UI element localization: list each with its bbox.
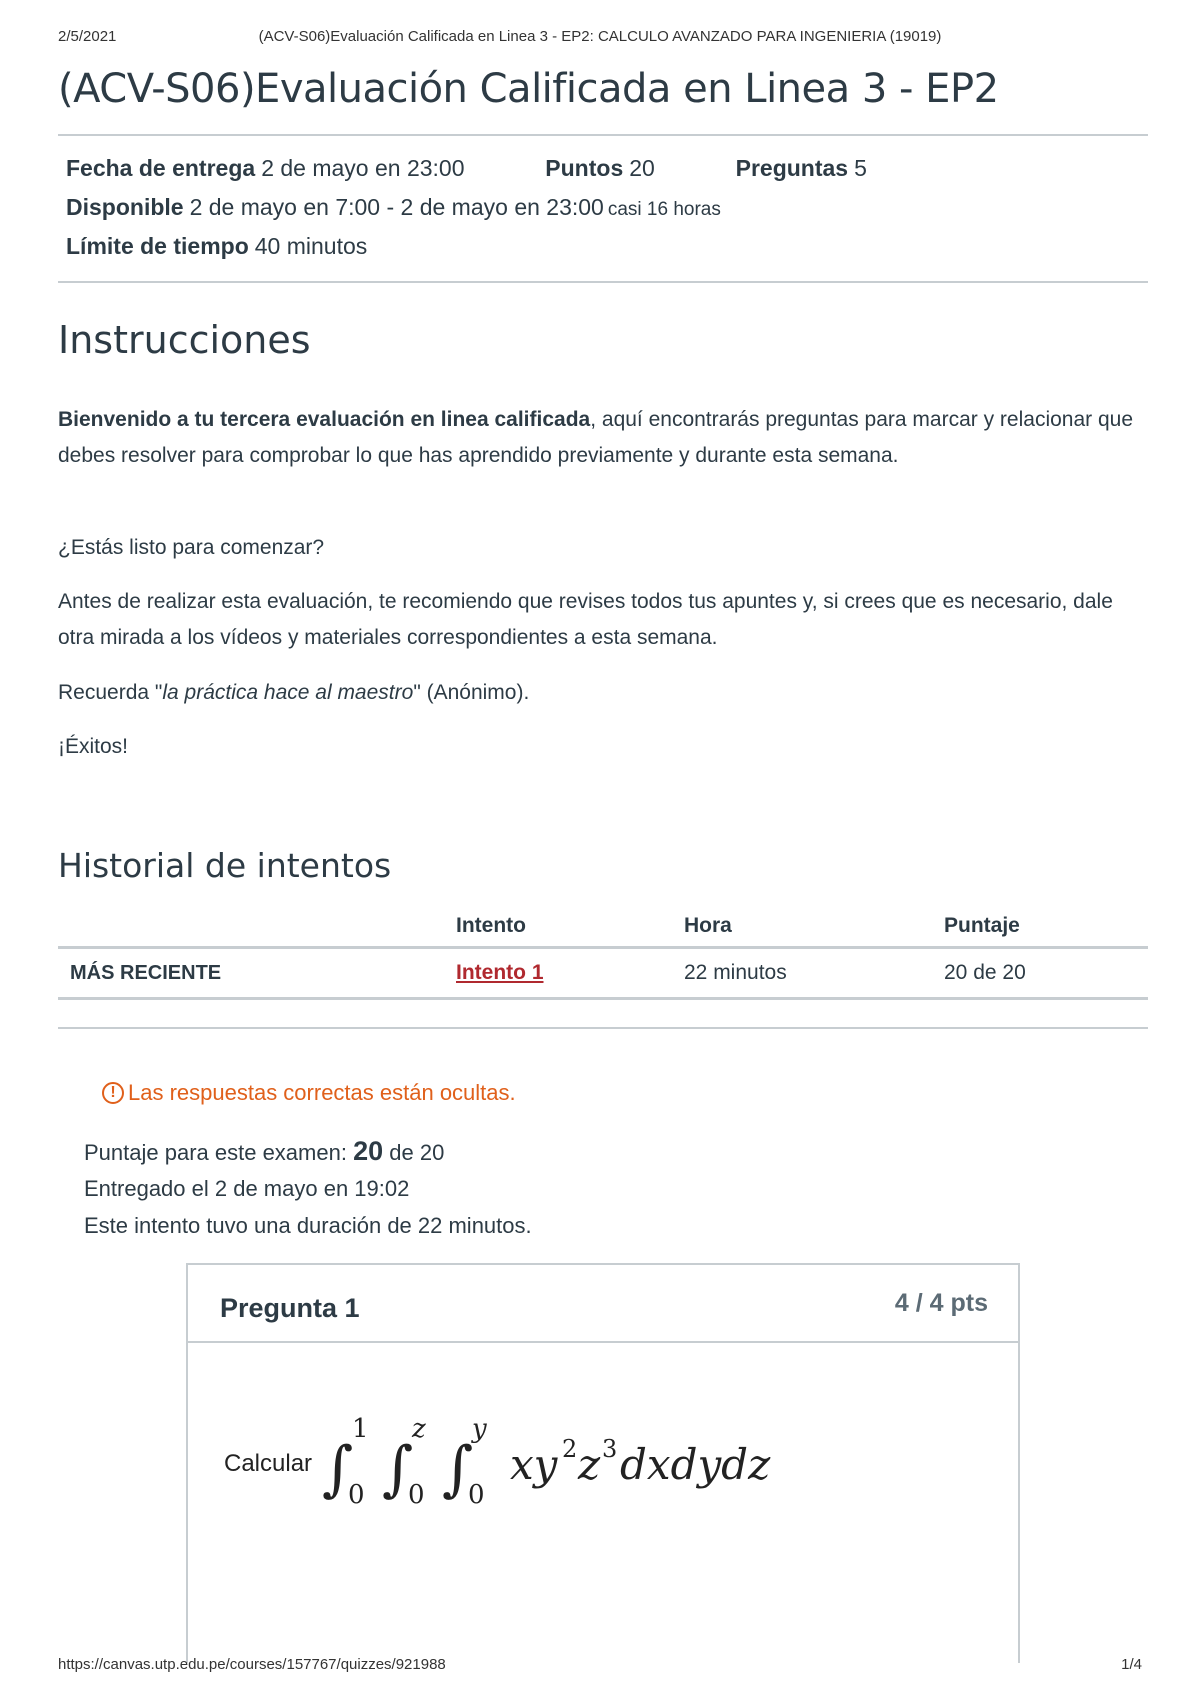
integral-formula [224,1409,842,1519]
svg-text:y: y [472,1414,487,1444]
quote-after: " (Anónimo). [413,681,530,704]
quiz-details-row-2 [66,194,721,221]
question-prompt: Calcular [224,1450,313,1477]
page-title: (ACV-S06)Evaluación Calificada en Linea 3 - EP2 [58,66,999,112]
print-doc-title: (ACV-S06)Evaluación Calificada en Linea 3 - EP2: CALCULO AVANZADO PARA INGENIERIA (19019) [258,28,942,45]
svg-text:0: 0 [468,1480,485,1510]
score-total: de 20 [389,1140,445,1165]
svg-text:2: 2 [562,1435,578,1463]
svg-text:0: 0 [348,1480,365,1510]
question-points: 4 / 4 pts [894,1289,988,1317]
column-header-time: Hora [684,906,944,948]
quote-italic: la práctica hace al maestro [162,681,414,704]
table-row [58,948,1148,999]
attempt-time: 22 minutos [684,948,944,999]
page-number: 1/4 [1121,1656,1142,1673]
svg-text:xy: xy [510,1440,558,1489]
svg-text:∫: ∫ [382,1434,414,1504]
score-value: 20 [353,1136,384,1166]
welcome-text: , aquí encontrarás preguntas para marcar y relacionar que debes resolver para comprobar lo que has aprendido previamente y durante esta semana. [58,408,1134,467]
time-limit-value: 40 minutos [254,233,368,259]
recommendation-paragraph: Antes de realizar esta evaluación, te recomiendo que revises todos tus apuntes y, si crees que es necesario, dale otra mirada a los vídeos y materiales correspondientes a esta semana. [58,590,1113,649]
svg-text:1: 1 [352,1414,369,1444]
svg-text:z: z [412,1414,426,1444]
points-label: Puntos [545,155,624,181]
svg-text:0: 0 [408,1480,425,1510]
print-header [58,28,1142,48]
svg-text:∫: ∫ [322,1434,354,1504]
question-header [188,1265,1018,1343]
divider [58,1027,1148,1029]
submitted-text: Entregado el 2 de mayo en 19:02 [84,1176,410,1201]
row-label: MÁS RECIENTE [58,948,456,999]
due-label: Fecha de entrega [66,155,256,181]
notice-text: Las respuestas correctas están ocultas. [128,1080,516,1105]
print-url: https://canvas.utp.edu.pe/courses/157767/quizzes/921988 [58,1656,446,1673]
good-luck-text: ¡Éxitos! [58,735,129,758]
question-title: Pregunta 1 [220,1293,360,1323]
table-header-row [58,906,1148,948]
time-limit-label: Límite de tiempo [66,233,249,259]
welcome-bold-text: Bienvenido a tu tercera evaluación en linea calificada [58,408,591,431]
question-body [188,1343,1018,1663]
divider [58,281,1148,283]
svg-text:3: 3 [602,1435,618,1463]
ready-question: ¿Estás listo para comenzar? [58,536,325,559]
points-value: 20 [629,155,655,181]
question-1-card [186,1263,1020,1663]
available-note: casi 16 horas [607,199,721,220]
duration-text: Este intento tuvo una duración de 22 minutos. [84,1213,532,1238]
column-header-blank [58,906,456,948]
column-header-attempt: Intento [456,906,684,948]
attempt-score: 20 de 20 [944,948,1148,999]
svg-text:∫: ∫ [442,1434,474,1504]
warning-circle-icon: ! [102,1082,124,1104]
quiz-details-row-1 [66,155,867,182]
triple-integral-graphic [322,1409,842,1519]
questions-label: Preguntas [735,155,849,181]
available-value: 2 de mayo en 7:00 - 2 de mayo en 23:00 [189,194,604,220]
instructions-heading: Instrucciones [58,318,311,362]
attempt-history-table [58,906,1148,1000]
attempt-1-link[interactable]: Intento 1 [456,961,544,984]
divider [58,134,1148,136]
svg-text:dxdydz: dxdydz [620,1440,771,1489]
svg-text:z: z [578,1440,601,1489]
exam-score [84,1136,444,1167]
score-label: Puntaje para este examen: [84,1140,347,1165]
available-label: Disponible [66,194,184,220]
print-date: 2/5/2021 [58,28,117,45]
quote-paragraph [58,675,1148,711]
column-header-score: Puntaje [944,906,1148,948]
quiz-details-row-3 [66,233,367,260]
history-heading: Historial de intentos [58,846,392,885]
quote-before: Recuerda " [58,681,163,704]
answers-hidden-notice [102,1080,516,1106]
instructions-paragraph [58,402,1148,474]
due-value: 2 de mayo en 23:00 [261,155,465,181]
questions-value: 5 [854,155,867,181]
